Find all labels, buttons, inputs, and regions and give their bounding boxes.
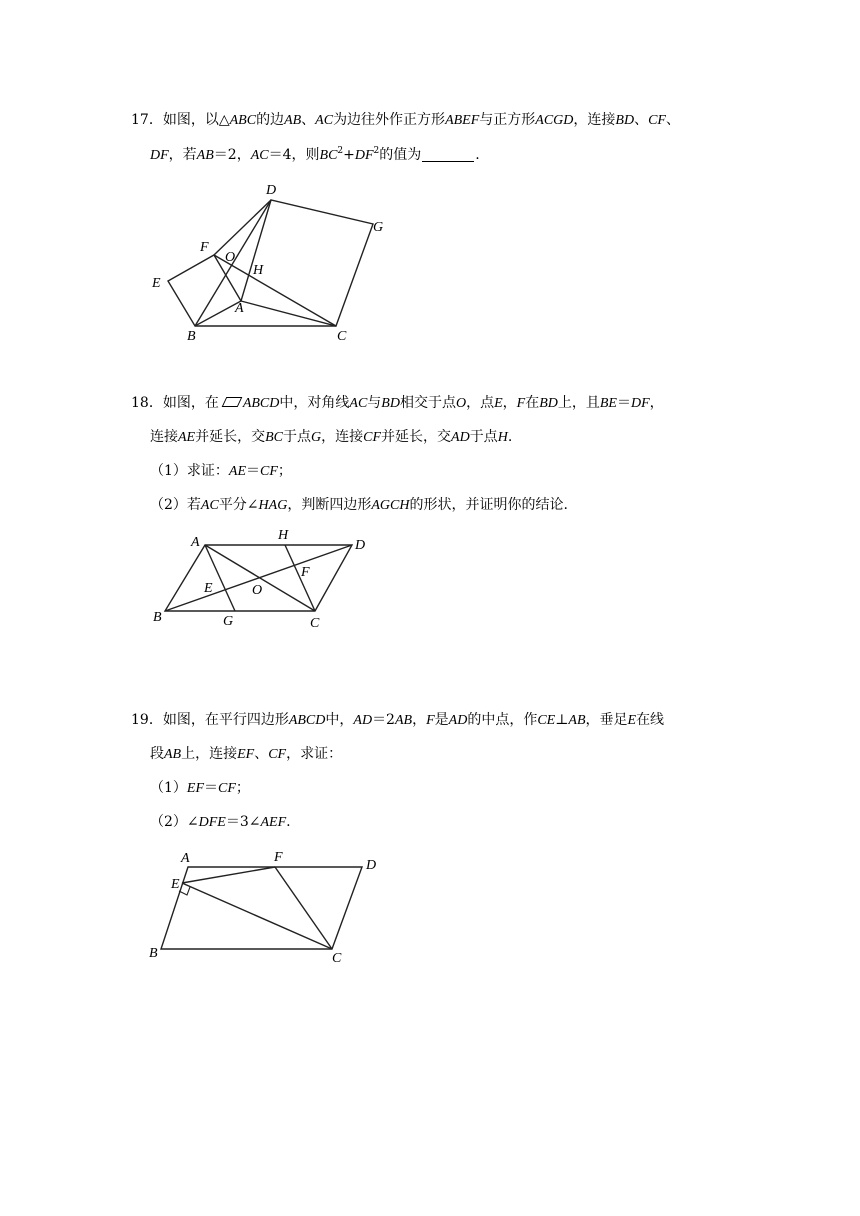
math-var: ACGD xyxy=(535,113,574,128)
label-d: D xyxy=(355,538,366,553)
label-g: G xyxy=(223,614,234,629)
math-var: ABCD xyxy=(288,713,326,728)
text: ＝ xyxy=(246,463,261,479)
segment-cf xyxy=(214,255,336,326)
q18-figure xyxy=(145,525,385,635)
text: 是 xyxy=(434,712,449,728)
math-var: DF xyxy=(630,396,650,411)
math-var: AC xyxy=(200,498,219,513)
text: ； xyxy=(235,780,250,796)
math-var: BC xyxy=(319,148,338,163)
q19-figure xyxy=(145,845,395,970)
math-var: ABC xyxy=(229,113,257,128)
text: 的形状，并证明你的结论. xyxy=(409,497,568,513)
label-d: D xyxy=(266,183,277,198)
label-a: A xyxy=(191,535,200,550)
text: . xyxy=(507,429,513,445)
q17-line-1 xyxy=(131,110,680,131)
answer-blank[interactable] xyxy=(422,147,474,162)
math-var: BC xyxy=(265,430,283,445)
math-var: AE xyxy=(228,464,247,479)
math-var: AEF xyxy=(260,815,287,830)
text: ＝ xyxy=(616,395,631,411)
label-b: B xyxy=(187,329,196,344)
label-o: O xyxy=(252,583,263,598)
text: . xyxy=(475,147,480,163)
math-var: BD xyxy=(539,396,558,411)
math-var: DF xyxy=(354,148,374,163)
math-var: DFE xyxy=(198,815,226,830)
text: 为边往外作正方形 xyxy=(333,112,446,128)
label-a: A xyxy=(235,301,244,316)
math-var: F xyxy=(426,713,435,728)
math-var: BD xyxy=(615,113,635,128)
label-f: F xyxy=(274,850,283,865)
superscript: 2 xyxy=(373,146,380,156)
parallelogram-abcd xyxy=(161,867,362,949)
math-var: CF xyxy=(268,747,287,762)
label-c: C xyxy=(310,616,320,631)
math-var: AB xyxy=(568,713,586,728)
text: ，垂足 xyxy=(585,712,628,728)
math-var: AC xyxy=(349,396,368,411)
segment-ch xyxy=(285,545,315,611)
text: 上，连接 xyxy=(181,746,238,762)
text: ＝ xyxy=(204,780,219,796)
q17-figure xyxy=(140,175,400,350)
text: 相交于点 xyxy=(399,395,456,411)
math-var: ABCD xyxy=(242,396,280,411)
text: 中，对角线 xyxy=(279,395,350,411)
text: （1） xyxy=(150,780,187,796)
label-c: C xyxy=(332,951,342,966)
label-c: C xyxy=(337,329,347,344)
text: ⊥ xyxy=(555,712,569,728)
label-b: B xyxy=(153,610,162,625)
math-var: CE xyxy=(537,713,556,728)
math-var: ABEF xyxy=(445,113,480,128)
math-var: H xyxy=(497,430,508,445)
text: 的中点，作 xyxy=(467,712,538,728)
label-e: E xyxy=(152,276,161,291)
q18-line-1 xyxy=(131,393,664,414)
math-var: AGCH xyxy=(371,498,410,513)
q19-part-2 xyxy=(150,812,291,833)
label-h: H xyxy=(253,263,264,278)
text: . xyxy=(286,814,291,830)
text: 与正方形 xyxy=(479,112,536,128)
text: 的值为 xyxy=(379,147,422,163)
label-g: G xyxy=(373,220,384,235)
text: 的边 xyxy=(256,112,285,128)
text: （1）求证： xyxy=(150,463,229,479)
text: ，点 xyxy=(466,395,495,411)
q19-line-1 xyxy=(131,710,664,731)
diagonal-bd xyxy=(165,545,352,611)
text: ； xyxy=(277,463,292,479)
text: 在线 xyxy=(636,712,665,728)
text: 并延长，交 xyxy=(195,429,266,445)
text: 在 xyxy=(525,395,540,411)
text: 、 xyxy=(301,112,316,128)
text: ，连接 xyxy=(321,429,364,445)
text: ＝4，则 xyxy=(268,147,320,163)
text: 如图，在平行四边形 xyxy=(162,712,289,728)
math-var: AB xyxy=(196,148,214,163)
label-h: H xyxy=(278,528,289,543)
text: ，连接 xyxy=(573,112,616,128)
math-var: CF xyxy=(218,781,236,796)
text: 中， xyxy=(325,712,354,728)
superscript: 2 xyxy=(337,146,344,156)
math-var: E xyxy=(627,713,637,728)
math-var: E xyxy=(494,396,503,411)
text: + xyxy=(343,147,355,163)
math-var: AB xyxy=(284,113,302,128)
text: ， xyxy=(649,395,664,411)
math-var: CF xyxy=(648,113,666,128)
q19-line-2 xyxy=(150,744,342,765)
label-b: B xyxy=(149,946,158,961)
text: 、 xyxy=(254,746,269,762)
text: 于点 xyxy=(469,429,498,445)
text: ＝3∠ xyxy=(225,814,261,830)
label-f: F xyxy=(301,565,310,580)
math-var: HAG xyxy=(258,498,288,513)
q18-part-2 xyxy=(150,495,568,516)
text: 连接 xyxy=(150,429,178,445)
math-var: F xyxy=(516,396,526,411)
text: 段 xyxy=(150,746,164,762)
segment-ef xyxy=(182,867,275,883)
math-var: G xyxy=(311,430,322,445)
text: 如图，以△ xyxy=(162,112,230,128)
math-var: AB xyxy=(164,747,182,762)
q18-part-1 xyxy=(150,461,292,482)
label-e: E xyxy=(171,877,180,892)
square-abef xyxy=(168,255,241,326)
math-var: EF xyxy=(237,747,255,762)
label-f: F xyxy=(200,240,209,255)
question-number: 19． xyxy=(131,712,163,728)
question-number: 17． xyxy=(131,112,163,128)
math-var: AC xyxy=(315,113,334,128)
text: ，判断四边形 xyxy=(287,497,372,513)
text: （2）∠ xyxy=(150,814,199,830)
math-var: AD xyxy=(451,430,470,445)
math-var: EF xyxy=(186,781,205,796)
text: ， xyxy=(502,395,517,411)
math-var: O xyxy=(455,396,467,411)
math-var: DF xyxy=(150,148,169,163)
q18-line-2 xyxy=(150,427,512,448)
math-var: AB xyxy=(394,713,413,728)
text: 于点 xyxy=(283,429,311,445)
label-d: D xyxy=(366,858,377,873)
math-var: BE xyxy=(599,396,617,411)
text: 平分∠ xyxy=(218,497,259,513)
math-var: CF xyxy=(260,464,278,479)
text: ＝2， xyxy=(213,147,251,163)
label-o: O xyxy=(225,250,236,265)
text: 与 xyxy=(367,395,382,411)
parallelogram-icon xyxy=(221,397,242,407)
q17-line-2 xyxy=(150,145,480,166)
q19-part-1 xyxy=(150,778,250,799)
text: ＝2 xyxy=(372,712,395,728)
segment-ag xyxy=(205,545,235,611)
math-var: AC xyxy=(250,148,269,163)
text: ， xyxy=(412,712,427,728)
label-e: E xyxy=(204,581,213,596)
text: 、 xyxy=(665,112,680,128)
math-var: AD xyxy=(353,713,373,728)
math-var: AE xyxy=(178,430,196,445)
text: （2）若 xyxy=(150,497,201,513)
text: ，若 xyxy=(168,147,197,163)
text: 如图，在 xyxy=(162,395,219,411)
text: ，求证： xyxy=(286,746,343,762)
label-a: A xyxy=(181,851,190,866)
text: 上，且 xyxy=(557,395,600,411)
question-number: 18． xyxy=(131,395,163,411)
text: 并延长，交 xyxy=(381,429,452,445)
text: 、 xyxy=(634,112,649,128)
math-var: CF xyxy=(363,430,382,445)
math-var: AD xyxy=(448,713,468,728)
math-var: BD xyxy=(381,396,400,411)
